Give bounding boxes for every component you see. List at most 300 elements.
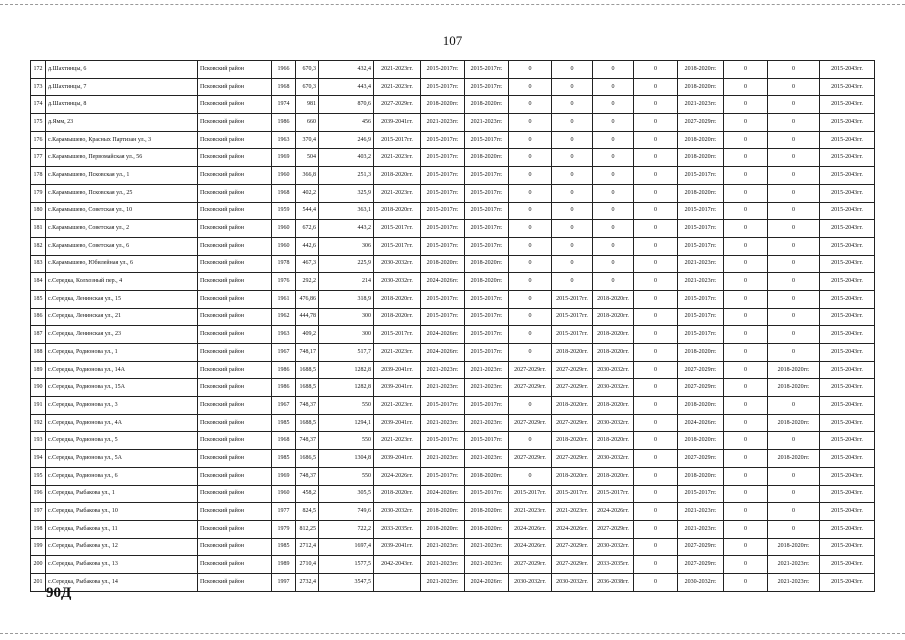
- year-cell: 1974: [272, 96, 296, 114]
- total-area-cell: 981: [296, 96, 319, 114]
- period-cell: 2021-2023гг.: [768, 556, 820, 574]
- period-cell: 0: [593, 220, 634, 238]
- row-number: 197: [31, 503, 46, 521]
- row-number: 187: [31, 326, 46, 344]
- period-cell: 0: [593, 149, 634, 167]
- period-cell: 2027-2029гг.: [374, 96, 421, 114]
- period-cell: 0: [724, 255, 768, 273]
- period-cell: 2018-2020гг.: [552, 467, 593, 485]
- living-area-cell: 300: [319, 326, 374, 344]
- period-cell: 2024-2026гг.: [421, 326, 465, 344]
- table-row: [31, 432, 875, 450]
- living-area-cell: 456: [319, 114, 374, 132]
- period-cell: 2015-2043гг.: [820, 467, 875, 485]
- period-cell: 2018-2020гг.: [465, 503, 509, 521]
- period-cell: 2027-2029гг.: [509, 450, 552, 468]
- living-area-cell: 318,9: [319, 290, 374, 308]
- period-cell: 2015-2017гг.: [552, 485, 593, 503]
- living-area-cell: 432,4: [319, 61, 374, 79]
- address-cell: с.Середка, Колхозный пер., 4: [46, 273, 198, 291]
- period-cell: 2018-2020гг.: [678, 467, 724, 485]
- address-cell: д.Шахтинцы, 6: [46, 61, 198, 79]
- period-cell: 0: [552, 237, 593, 255]
- year-cell: 1963: [272, 326, 296, 344]
- row-number: 188: [31, 344, 46, 362]
- period-cell: 0: [724, 114, 768, 132]
- row-number: 181: [31, 220, 46, 238]
- period-cell: 0: [768, 131, 820, 149]
- period-cell: 0: [768, 255, 820, 273]
- row-number: 192: [31, 414, 46, 432]
- row-number: 173: [31, 78, 46, 96]
- period-cell: 0: [552, 96, 593, 114]
- period-cell: 2015-2017гг.: [678, 326, 724, 344]
- period-cell: 2015-2017гг.: [465, 397, 509, 415]
- row-number: 184: [31, 273, 46, 291]
- period-cell: 2015-2043гг.: [820, 167, 875, 185]
- period-cell: 0: [724, 184, 768, 202]
- period-cell: 2015-2017гг.: [465, 131, 509, 149]
- table-row: [31, 538, 875, 556]
- period-cell: 2015-2043гг.: [820, 237, 875, 255]
- period-cell: 2021-2023гг.: [421, 450, 465, 468]
- period-cell: 2015-2043гг.: [820, 308, 875, 326]
- period-cell: 0: [768, 467, 820, 485]
- period-cell: 0: [509, 96, 552, 114]
- period-cell: 0: [552, 202, 593, 220]
- period-cell: 2018-2020гг.: [374, 485, 421, 503]
- table-row: [31, 61, 875, 79]
- period-cell: 2018-2020гг.: [768, 379, 820, 397]
- period-cell: 2018-2020гг.: [593, 308, 634, 326]
- period-cell: 2024-2026гг.: [678, 414, 724, 432]
- period-cell: 0: [724, 202, 768, 220]
- row-number: 175: [31, 114, 46, 132]
- period-cell: 0: [509, 167, 552, 185]
- period-cell: 0: [552, 220, 593, 238]
- living-area-cell: 443,4: [319, 78, 374, 96]
- period-cell: 2018-2020гг.: [593, 397, 634, 415]
- table-row: [31, 114, 875, 132]
- period-cell: 0: [724, 308, 768, 326]
- period-cell: 0: [634, 290, 678, 308]
- year-cell: 1959: [272, 202, 296, 220]
- period-cell: 2039-2041гг.: [374, 379, 421, 397]
- period-cell: 2030-2032гг.: [593, 538, 634, 556]
- period-cell: 2018-2020гг.: [678, 131, 724, 149]
- period-cell: 0: [509, 308, 552, 326]
- district-cell: Псковский район: [198, 61, 272, 79]
- address-cell: д.Шахтинцы, 8: [46, 96, 198, 114]
- living-area-cell: 306: [319, 237, 374, 255]
- district-cell: Псковский район: [198, 538, 272, 556]
- period-cell: 0: [724, 78, 768, 96]
- table-row: [31, 131, 875, 149]
- address-cell: с.Середка, Рыбакова ул., 13: [46, 556, 198, 574]
- period-cell: 0: [634, 308, 678, 326]
- address-cell: с.Середка, Родионова ул., 4А: [46, 414, 198, 432]
- period-cell: 2015-2017гг.: [374, 131, 421, 149]
- period-cell: 0: [509, 184, 552, 202]
- period-cell: 2015-2043гг.: [820, 184, 875, 202]
- table-row: [31, 485, 875, 503]
- address-cell: с.Середка, Родионова ул., 14А: [46, 361, 198, 379]
- table-row: [31, 556, 875, 574]
- period-cell: 2021-2023гг.: [768, 573, 820, 591]
- period-cell: 0: [593, 237, 634, 255]
- period-cell: 2027-2029гг.: [552, 361, 593, 379]
- period-cell: 2015-2017гг.: [678, 308, 724, 326]
- period-cell: 0: [634, 432, 678, 450]
- period-cell: 2015-2043гг.: [820, 520, 875, 538]
- period-cell: 2015-2017гг.: [678, 220, 724, 238]
- period-cell: 0: [634, 237, 678, 255]
- total-area-cell: 402,2: [296, 184, 319, 202]
- table-row: [31, 202, 875, 220]
- period-cell: 0: [509, 220, 552, 238]
- period-cell: 2015-2043гг.: [820, 432, 875, 450]
- period-cell: 2015-2017гг.: [465, 326, 509, 344]
- period-cell: 2030-2032гг.: [593, 414, 634, 432]
- address-cell: с.Середка, Рыбакова ул., 12: [46, 538, 198, 556]
- total-area-cell: 2732,4: [296, 573, 319, 591]
- period-cell: 2021-2023гг.: [421, 556, 465, 574]
- district-cell: Псковский район: [198, 450, 272, 468]
- living-area-cell: 363,1: [319, 202, 374, 220]
- period-cell: 2021-2023гг.: [421, 414, 465, 432]
- living-area-cell: 1697,4: [319, 538, 374, 556]
- period-cell: 2018-2020гг.: [465, 149, 509, 167]
- district-cell: Псковский район: [198, 467, 272, 485]
- period-cell: 0: [724, 556, 768, 574]
- period-cell: 2024-2026гг.: [593, 503, 634, 521]
- period-cell: 0: [634, 379, 678, 397]
- row-number: 183: [31, 255, 46, 273]
- period-cell: 2018-2020гг.: [678, 61, 724, 79]
- period-cell: 2018-2020гг.: [678, 149, 724, 167]
- district-cell: Псковский район: [198, 485, 272, 503]
- year-cell: 1967: [272, 344, 296, 362]
- period-cell: 0: [724, 397, 768, 415]
- address-cell: с.Середка, Рыбакова ул., 1: [46, 485, 198, 503]
- living-area-cell: 246,9: [319, 131, 374, 149]
- period-cell: 2021-2023гг.: [421, 114, 465, 132]
- period-cell: 0: [552, 255, 593, 273]
- period-cell: 2030-2032гг.: [678, 573, 724, 591]
- period-cell: 2018-2020гг.: [593, 344, 634, 362]
- period-cell: 0: [509, 397, 552, 415]
- district-cell: Псковский район: [198, 326, 272, 344]
- row-number: 200: [31, 556, 46, 574]
- period-cell: 2015-2017гг.: [552, 308, 593, 326]
- period-cell: 2018-2020гг.: [678, 432, 724, 450]
- period-cell: 0: [724, 131, 768, 149]
- year-cell: 1960: [272, 167, 296, 185]
- table-row: [31, 467, 875, 485]
- period-cell: 2015-2043гг.: [820, 149, 875, 167]
- period-cell: 2015-2017гг.: [465, 308, 509, 326]
- living-area-cell: 305,5: [319, 485, 374, 503]
- period-cell: 2021-2023гг.: [465, 450, 509, 468]
- table-row: [31, 255, 875, 273]
- table-row: [31, 397, 875, 415]
- period-cell: 2027-2029гг.: [678, 114, 724, 132]
- period-cell: 2024-2026гг.: [421, 273, 465, 291]
- living-area-cell: 403,2: [319, 149, 374, 167]
- year-cell: 1989: [272, 556, 296, 574]
- row-number: 201: [31, 573, 46, 591]
- period-cell: 2024-2026гг.: [552, 520, 593, 538]
- total-area-cell: 458,2: [296, 485, 319, 503]
- period-cell: 0: [724, 344, 768, 362]
- period-cell: 0: [768, 149, 820, 167]
- period-cell: 2018-2020гг.: [374, 308, 421, 326]
- period-cell: 2015-2017гг.: [465, 432, 509, 450]
- period-cell: 0: [634, 450, 678, 468]
- district-cell: Псковский район: [198, 290, 272, 308]
- period-cell: 2015-2043гг.: [820, 450, 875, 468]
- period-cell: 0: [634, 538, 678, 556]
- address-cell: с.Середка, Родионова ул., 5А: [46, 450, 198, 468]
- period-cell: 0: [634, 503, 678, 521]
- address-cell: с.Середка, Рыбакова ул., 14: [46, 573, 198, 591]
- page-stamp: 90Д: [46, 585, 72, 601]
- year-cell: 1985: [272, 450, 296, 468]
- period-cell: 2018-2020гг.: [465, 96, 509, 114]
- period-cell: 2027-2029гг.: [678, 538, 724, 556]
- period-cell: 0: [768, 308, 820, 326]
- address-cell: с.Карамышево, Юбилейная ул., 6: [46, 255, 198, 273]
- district-cell: Псковский район: [198, 78, 272, 96]
- period-cell: 0: [768, 485, 820, 503]
- period-cell: 2015-2017гг.: [421, 220, 465, 238]
- row-number: 191: [31, 397, 46, 415]
- period-cell: 0: [634, 556, 678, 574]
- period-cell: 0: [768, 184, 820, 202]
- table-row: [31, 379, 875, 397]
- period-cell: 2015-2017гг.: [421, 202, 465, 220]
- period-cell: 2015-2017гг.: [465, 485, 509, 503]
- table-row: [31, 361, 875, 379]
- period-cell: 2021-2023гг.: [374, 432, 421, 450]
- period-cell: 2039-2041гг.: [374, 114, 421, 132]
- row-number: 198: [31, 520, 46, 538]
- row-number: 196: [31, 485, 46, 503]
- period-cell: 0: [509, 202, 552, 220]
- period-cell: 2018-2020гг.: [421, 503, 465, 521]
- period-cell: 2033-2035гг.: [593, 556, 634, 574]
- period-cell: 0: [768, 96, 820, 114]
- period-cell: 0: [634, 61, 678, 79]
- year-cell: 1969: [272, 149, 296, 167]
- period-cell: 2015-2017гг.: [465, 220, 509, 238]
- period-cell: 0: [724, 467, 768, 485]
- total-area-cell: 442,6: [296, 237, 319, 255]
- period-cell: 2015-2043гг.: [820, 202, 875, 220]
- district-cell: Псковский район: [198, 149, 272, 167]
- year-cell: 1986: [272, 114, 296, 132]
- period-cell: 0: [509, 326, 552, 344]
- period-cell: 0: [509, 273, 552, 291]
- period-cell: 2018-2020гг.: [678, 184, 724, 202]
- period-cell: 0: [724, 96, 768, 114]
- period-cell: 2039-2041гг.: [374, 450, 421, 468]
- period-cell: 2027-2029гг.: [552, 450, 593, 468]
- period-cell: 2021-2023гг.: [374, 61, 421, 79]
- total-area-cell: 1688,5: [296, 379, 319, 397]
- period-cell: 2018-2020гг.: [768, 450, 820, 468]
- year-cell: 1986: [272, 379, 296, 397]
- year-cell: 1961: [272, 290, 296, 308]
- period-cell: 0: [593, 61, 634, 79]
- period-cell: 2018-2020гг.: [768, 361, 820, 379]
- year-cell: 1960: [272, 220, 296, 238]
- period-cell: 0: [509, 432, 552, 450]
- period-cell: 0: [509, 237, 552, 255]
- period-cell: 2015-2043гг.: [820, 220, 875, 238]
- total-area-cell: 748,37: [296, 432, 319, 450]
- period-cell: 2015-2017гг.: [421, 290, 465, 308]
- row-number: 186: [31, 308, 46, 326]
- address-cell: с.Середка, Родионова ул., 15А: [46, 379, 198, 397]
- table-row: [31, 167, 875, 185]
- period-cell: 0: [724, 379, 768, 397]
- year-cell: 1962: [272, 308, 296, 326]
- period-cell: 2018-2020гг.: [465, 273, 509, 291]
- period-cell: 2015-2017гг.: [593, 485, 634, 503]
- period-cell: 2027-2029гг.: [509, 379, 552, 397]
- total-area-cell: 504: [296, 149, 319, 167]
- period-cell: 2018-2020гг.: [768, 414, 820, 432]
- scan-top-edge: [0, 4, 905, 5]
- period-cell: 0: [768, 202, 820, 220]
- period-cell: 0: [768, 432, 820, 450]
- period-cell: 0: [552, 131, 593, 149]
- table-row: [31, 344, 875, 362]
- period-cell: 2015-2043гг.: [820, 573, 875, 591]
- year-cell: 1979: [272, 520, 296, 538]
- period-cell: 2015-2017гг.: [678, 167, 724, 185]
- period-cell: 0: [593, 167, 634, 185]
- period-cell: 2015-2043гг.: [820, 344, 875, 362]
- living-area-cell: 1282,8: [319, 379, 374, 397]
- period-cell: 0: [634, 520, 678, 538]
- period-cell: 0: [509, 61, 552, 79]
- period-cell: 2018-2020гг.: [465, 255, 509, 273]
- address-cell: с.Середка, Ленинская ул., 21: [46, 308, 198, 326]
- period-cell: 2021-2023гг.: [421, 379, 465, 397]
- period-cell: 2015-2043гг.: [820, 131, 875, 149]
- table-row: [31, 96, 875, 114]
- period-cell: 2015-2017гг.: [421, 308, 465, 326]
- year-cell: 1969: [272, 467, 296, 485]
- living-area-cell: 749,6: [319, 503, 374, 521]
- living-area-cell: 517,7: [319, 344, 374, 362]
- living-area-cell: 251,3: [319, 167, 374, 185]
- table-row: [31, 273, 875, 291]
- period-cell: 2015-2017гг.: [374, 326, 421, 344]
- living-area-cell: 550: [319, 467, 374, 485]
- period-cell: 2021-2023гг.: [678, 255, 724, 273]
- period-cell: 2021-2023гг.: [374, 344, 421, 362]
- period-cell: 0: [768, 520, 820, 538]
- period-cell: 2018-2020гг.: [552, 344, 593, 362]
- period-cell: 2021-2023гг.: [509, 503, 552, 521]
- period-cell: 0: [724, 450, 768, 468]
- row-number: 182: [31, 237, 46, 255]
- period-cell: 0: [724, 520, 768, 538]
- period-cell: 2015-2017гг.: [465, 78, 509, 96]
- district-cell: Псковский район: [198, 432, 272, 450]
- period-cell: 2015-2017гг.: [421, 78, 465, 96]
- period-cell: 0: [634, 573, 678, 591]
- year-cell: 1966: [272, 61, 296, 79]
- address-cell: с.Карамышево, Советская ул., 2: [46, 220, 198, 238]
- period-cell: 0: [724, 273, 768, 291]
- address-cell: с.Карамышево, Советская ул., 10: [46, 202, 198, 220]
- row-number: 185: [31, 290, 46, 308]
- period-cell: 2015-2017гг.: [421, 237, 465, 255]
- period-cell: 0: [768, 326, 820, 344]
- period-cell: 2015-2017гг.: [678, 237, 724, 255]
- table-row: [31, 290, 875, 308]
- period-cell: 2015-2017гг.: [421, 149, 465, 167]
- year-cell: 1968: [272, 432, 296, 450]
- row-number: 176: [31, 131, 46, 149]
- period-cell: 0: [593, 255, 634, 273]
- year-cell: 1985: [272, 414, 296, 432]
- period-cell: 0: [768, 78, 820, 96]
- year-cell: 1960: [272, 485, 296, 503]
- period-cell: 2027-2029гг.: [552, 414, 593, 432]
- period-cell: 2018-2020гг.: [678, 78, 724, 96]
- period-cell: 2015-2017гг.: [465, 167, 509, 185]
- period-cell: 2018-2020гг.: [593, 290, 634, 308]
- period-cell: 0: [768, 344, 820, 362]
- period-cell: 2015-2017гг.: [509, 485, 552, 503]
- period-cell: 0: [634, 78, 678, 96]
- address-cell: с.Середка, Рыбакова ул., 11: [46, 520, 198, 538]
- district-cell: Псковский район: [198, 397, 272, 415]
- period-cell: 2015-2043гг.: [820, 361, 875, 379]
- living-area-cell: 550: [319, 432, 374, 450]
- district-cell: Псковский район: [198, 520, 272, 538]
- period-cell: 0: [724, 220, 768, 238]
- living-area-cell: 870,6: [319, 96, 374, 114]
- period-cell: 2015-2043гг.: [820, 556, 875, 574]
- period-cell: 2015-2017гг.: [465, 184, 509, 202]
- period-cell: 2021-2023гг.: [374, 149, 421, 167]
- year-cell: 1985: [272, 538, 296, 556]
- district-cell: Псковский район: [198, 414, 272, 432]
- total-area-cell: 544,4: [296, 202, 319, 220]
- period-cell: 0: [593, 131, 634, 149]
- period-cell: 2018-2020гг.: [374, 290, 421, 308]
- period-cell: 2030-2032гг.: [374, 273, 421, 291]
- period-cell: 0: [593, 78, 634, 96]
- period-cell: 0: [593, 114, 634, 132]
- district-cell: Псковский район: [198, 573, 272, 591]
- total-area-cell: 1688,5: [296, 361, 319, 379]
- period-cell: 2024-2026гг.: [421, 485, 465, 503]
- living-area-cell: 300: [319, 308, 374, 326]
- total-area-cell: 1686,5: [296, 450, 319, 468]
- period-cell: 0: [724, 414, 768, 432]
- total-area-cell: 748,17: [296, 344, 319, 362]
- period-cell: 2015-2017гг.: [465, 344, 509, 362]
- period-cell: 0: [634, 467, 678, 485]
- period-cell: 2015-2043гг.: [820, 61, 875, 79]
